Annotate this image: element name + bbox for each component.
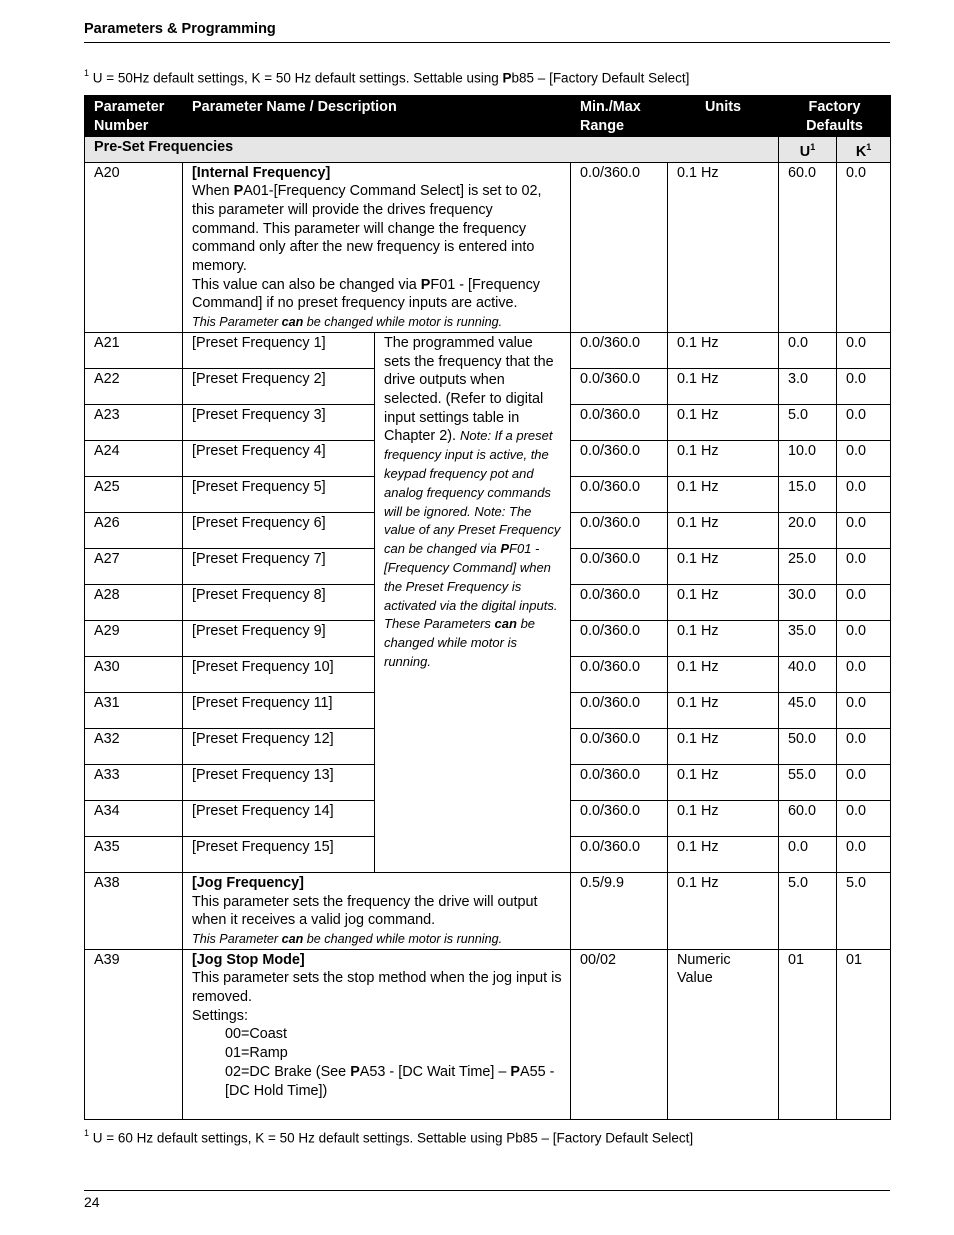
param-units: 0.1 Hz	[668, 584, 779, 620]
param-range: 0.0/360.0	[571, 548, 668, 584]
param-name: [Preset Frequency 5]	[183, 476, 375, 512]
param-units: 0.1 Hz	[668, 548, 779, 584]
param-range: 0.0/360.0	[571, 800, 668, 836]
param-desc: This parameter sets the frequency the drive will output when it receives a valid jog command.	[192, 893, 538, 929]
footnote-text-pre: U = 50Hz default settings, K = 50 Hz default settings. Settable using	[89, 70, 503, 86]
footer-rule	[84, 1190, 890, 1191]
param-desc: This parameter sets the stop method when the jog input is removed.	[192, 970, 562, 1006]
param-default-u: 40.0	[779, 656, 837, 692]
param-default-k: 0.0	[837, 162, 891, 332]
param-desc-1: When PA01-[Frequency Command Select] is set to 02, this parameter will provide the drives frequency command. This parameter will change the frequency command only after the new frequency is entered into memory.	[192, 183, 542, 275]
param-number: A27	[85, 548, 183, 584]
header-range: Min./Max Range	[571, 96, 668, 137]
param-units: 0.1 Hz	[668, 332, 779, 368]
param-default-u: 0.0	[779, 332, 837, 368]
param-default-k: 0.0	[837, 728, 891, 764]
header-factory-defaults: Factory Defaults	[779, 96, 891, 137]
param-range: 0.5/9.9	[571, 872, 668, 949]
preset-shared-note: Note: If a preset frequency input is active, the keypad frequency pot and analog frequency commands will be ignored. Note: The value of any Preset Frequency can be changed via PF01 - [Frequency Command] when the Preset Frequency is activated via the digital inputs. These Parameters can be changed while motor is running.	[384, 428, 561, 669]
param-default-u: 5.0	[779, 404, 837, 440]
param-range: 0.0/360.0	[571, 440, 668, 476]
page-number: 24	[84, 1194, 100, 1210]
group-title: Pre-Set Frequencies	[85, 137, 779, 163]
param-range: 0.0/360.0	[571, 512, 668, 548]
param-range: 0.0/360.0	[571, 728, 668, 764]
param-number: A20	[85, 162, 183, 332]
param-range: 0.0/360.0	[571, 620, 668, 656]
param-name: [Jog Frequency]	[192, 874, 304, 891]
param-units: 0.1 Hz	[668, 872, 779, 949]
param-number: A21	[85, 332, 183, 368]
param-default-u: 01	[779, 949, 837, 1119]
parameter-table	[84, 95, 891, 1120]
param-range: 0.0/360.0	[571, 584, 668, 620]
param-name: [Preset Frequency 3]	[183, 404, 375, 440]
param-range: 00/02	[571, 949, 668, 1119]
footnote-bottom	[84, 1129, 693, 1146]
param-units: 0.1 Hz	[668, 368, 779, 404]
param-default-u: 20.0	[779, 512, 837, 548]
param-units: 0.1 Hz	[668, 728, 779, 764]
param-default-u: 45.0	[779, 692, 837, 728]
param-units: 0.1 Hz	[668, 512, 779, 548]
param-units: 0.1 Hz	[668, 620, 779, 656]
footnote-text-bold: P	[502, 70, 512, 86]
param-name: [Preset Frequency 1]	[183, 332, 375, 368]
param-default-k: 0.0	[837, 620, 891, 656]
param-number: A28	[85, 584, 183, 620]
footnote-text-post: b85 – [Factory Default Select]	[511, 70, 690, 86]
param-range: 0.0/360.0	[571, 404, 668, 440]
param-number: A30	[85, 656, 183, 692]
param-default-u: 5.0	[779, 872, 837, 949]
header-rule	[84, 42, 890, 43]
param-units: 0.1 Hz	[668, 764, 779, 800]
param-note: This Parameter can be changed while motor is running.	[192, 315, 503, 330]
param-number: A29	[85, 620, 183, 656]
table-row-a20	[85, 162, 891, 332]
param-units: 0.1 Hz	[668, 162, 779, 332]
param-name: [Preset Frequency 4]	[183, 440, 375, 476]
group-row	[85, 137, 891, 163]
param-name: [Preset Frequency 12]	[183, 728, 375, 764]
param-number: A22	[85, 368, 183, 404]
param-default-u: 50.0	[779, 728, 837, 764]
param-units: 0.1 Hz	[668, 404, 779, 440]
table-row-a38	[85, 872, 891, 949]
param-number: A38	[85, 872, 183, 949]
default-k-header: $K^1$	[837, 137, 891, 163]
param-number: A32	[85, 728, 183, 764]
param-name: [Preset Frequency 7]	[183, 548, 375, 584]
param-description	[183, 872, 571, 949]
param-name: [Jog Stop Mode]	[192, 951, 305, 968]
param-units: 0.1 Hz	[668, 800, 779, 836]
param-number: A26	[85, 512, 183, 548]
param-default-k: 5.0	[837, 872, 891, 949]
param-description	[183, 162, 571, 332]
param-default-k: 0.0	[837, 836, 891, 872]
preset-shared-description: The programmed value sets the frequency that the drive outputs when selected. (Refer to digital input settings table in Chapter 2). Note: If a preset frequency input is active, the keypad frequency pot and analog frequency commands will be ignored. Note: The value of any Preset Frequency can be changed via PF01 - [Frequency Command] when the Preset Frequency is activated via the digital inputs. These Parameters can be changed while motor is running.	[375, 332, 571, 872]
param-number: A31	[85, 692, 183, 728]
header-param-number: Parameter Number	[85, 96, 183, 137]
param-range: 0.0/360.0	[571, 332, 668, 368]
param-default-k: 0.0	[837, 440, 891, 476]
param-units: 0.1 Hz	[668, 476, 779, 512]
param-default-k: 0.0	[837, 800, 891, 836]
param-default-k: 0.0	[837, 332, 891, 368]
param-name: [Preset Frequency 15]	[183, 836, 375, 872]
param-description	[183, 949, 571, 1119]
param-units: 0.1 Hz	[668, 440, 779, 476]
param-default-u: 3.0	[779, 368, 837, 404]
param-units: Numeric Value	[668, 949, 779, 1119]
param-name: [Preset Frequency 10]	[183, 656, 375, 692]
page-header-title: Parameters & Programming	[84, 21, 276, 37]
param-default-k: 0.0	[837, 476, 891, 512]
param-default-u: 35.0	[779, 620, 837, 656]
param-number: A34	[85, 800, 183, 836]
param-number: A33	[85, 764, 183, 800]
table-row	[85, 332, 891, 368]
param-units: 0.1 Hz	[668, 656, 779, 692]
param-default-k: 0.0	[837, 512, 891, 548]
param-units: 0.1 Hz	[668, 836, 779, 872]
param-name: [Preset Frequency 11]	[183, 692, 375, 728]
footnote-top	[84, 69, 689, 86]
default-u-header: $U^1$	[779, 137, 837, 163]
param-name: [Preset Frequency 9]	[183, 620, 375, 656]
param-default-k: 0.0	[837, 692, 891, 728]
param-note: This Parameter can be changed while motor is running.	[192, 931, 503, 946]
settings-label: Settings:	[192, 1007, 248, 1024]
table-header-row	[85, 96, 891, 137]
param-number: A25	[85, 476, 183, 512]
setting-option: 02=DC Brake (See PA53 - [DC Wait Time] – PA55 - [DC Hold Time])	[225, 1063, 555, 1099]
param-default-u: 60.0	[779, 800, 837, 836]
param-desc-2: This value can also be changed via PF01 - [Frequency Command] if no preset frequency inputs are active.	[192, 276, 540, 312]
param-default-u: 30.0	[779, 584, 837, 620]
param-default-u: 15.0	[779, 476, 837, 512]
param-default-k: 0.0	[837, 404, 891, 440]
param-name: [Preset Frequency 2]	[183, 368, 375, 404]
param-number: A35	[85, 836, 183, 872]
header-param-name: Parameter Name / Description	[183, 96, 571, 137]
param-range: 0.0/360.0	[571, 692, 668, 728]
setting-option: 01=Ramp	[225, 1045, 288, 1062]
setting-option: 00=Coast	[225, 1026, 288, 1043]
param-default-u: 60.0	[779, 162, 837, 332]
param-range: 0.0/360.0	[571, 836, 668, 872]
param-range: 0.0/360.0	[571, 656, 668, 692]
header-units: Units	[668, 96, 779, 137]
param-name: [Preset Frequency 13]	[183, 764, 375, 800]
param-name: [Preset Frequency 6]	[183, 512, 375, 548]
param-default-k: 0.0	[837, 656, 891, 692]
param-default-k: 0.0	[837, 584, 891, 620]
param-name: [Preset Frequency 8]	[183, 584, 375, 620]
param-range: 0.0/360.0	[571, 476, 668, 512]
table-row-a39	[85, 949, 891, 1119]
footnote-text: U = 60 Hz default settings, K = 50 Hz default settings. Settable using Pb85 – [Factory Default Select]	[89, 1130, 694, 1146]
param-range: 0.0/360.0	[571, 162, 668, 332]
param-default-u: 25.0	[779, 548, 837, 584]
footnote-mark: 1	[84, 1128, 90, 1138]
param-default-k: 0.0	[837, 764, 891, 800]
param-number: A39	[85, 949, 183, 1119]
param-number: A24	[85, 440, 183, 476]
param-default-k: 0.0	[837, 548, 891, 584]
param-default-u: 55.0	[779, 764, 837, 800]
param-number: A23	[85, 404, 183, 440]
footnote-mark: 1	[84, 68, 90, 78]
param-range: 0.0/360.0	[571, 368, 668, 404]
param-default-u: 0.0	[779, 836, 837, 872]
param-name: [Preset Frequency 14]	[183, 800, 375, 836]
param-default-k: 01	[837, 949, 891, 1119]
param-range: 0.0/360.0	[571, 764, 668, 800]
param-name: [Internal Frequency]	[192, 164, 331, 181]
param-units: 0.1 Hz	[668, 692, 779, 728]
param-default-u: 10.0	[779, 440, 837, 476]
param-default-k: 0.0	[837, 368, 891, 404]
